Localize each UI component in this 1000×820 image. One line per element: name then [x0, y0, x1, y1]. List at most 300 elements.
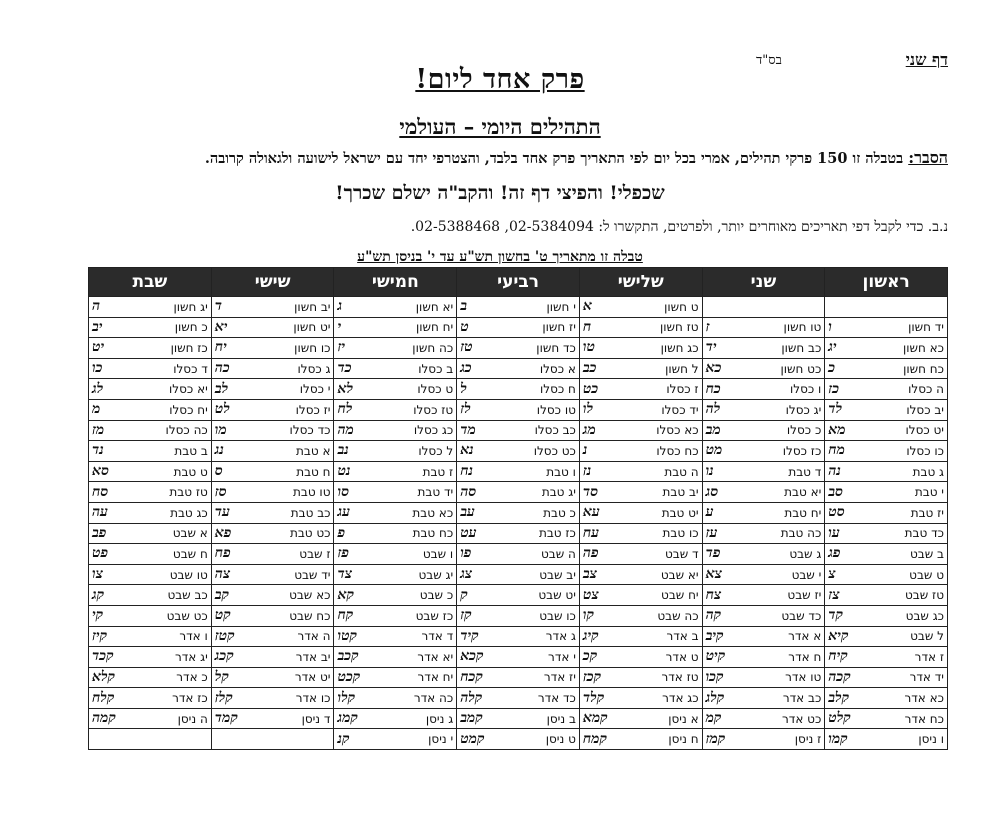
cell-date: יב טבת [662, 485, 699, 500]
calendar-cell [89, 544, 212, 565]
calendar-cell [579, 667, 702, 688]
cell-chapter: קכג [214, 648, 234, 665]
cell-content [460, 669, 576, 686]
cell-chapter: קיג [582, 627, 599, 644]
cell-date: י אדר [548, 649, 576, 664]
cell-chapter: קכא [460, 648, 484, 665]
weekday-header: שני [702, 268, 825, 297]
calendar-cell [825, 358, 948, 379]
calendar-cell [825, 441, 948, 462]
cell-content [460, 566, 576, 583]
calendar-cell [579, 544, 702, 565]
cell-chapter: לב [214, 380, 229, 397]
calendar-cell [89, 358, 212, 379]
calendar-cell [211, 708, 334, 729]
cell-chapter: פז [337, 545, 350, 562]
table-row [89, 379, 948, 400]
cell-content [583, 545, 699, 562]
cell-chapter: קו [582, 607, 594, 624]
calendar-cell [579, 399, 702, 420]
calendar-cell [579, 441, 702, 462]
cell-date: ו ניסן [918, 732, 944, 747]
calendar-cell [825, 317, 948, 338]
calendar-cell [702, 461, 825, 482]
cell-date: יא שבט [660, 567, 699, 582]
cell-date: טו טבת [293, 485, 331, 500]
calendar-cell [702, 399, 825, 420]
cell-date: יא כסלו [169, 382, 208, 397]
cell-date: טו חשון [783, 320, 822, 335]
calendar-cell [211, 338, 334, 359]
cell-content [583, 731, 699, 748]
cell-chapter: כח [705, 380, 721, 397]
calendar-cell [334, 688, 457, 709]
calendar-cell [334, 605, 457, 626]
cell-content [337, 339, 453, 356]
cell-chapter: צ [828, 566, 836, 583]
cell-date: ג ניסן [425, 711, 454, 726]
cell-content [460, 607, 576, 624]
cell-chapter: קכה [828, 668, 851, 685]
cell-content [706, 587, 822, 604]
cell-content [92, 298, 208, 315]
cell-date: כז טבת [538, 526, 576, 541]
cell-chapter: קג [92, 586, 105, 603]
weekday-header: רביעי [457, 268, 580, 297]
cell-chapter: קלט [828, 710, 851, 727]
cell-chapter: ד [214, 298, 223, 315]
cell-date: א שבט [172, 526, 208, 541]
calendar-cell [457, 482, 580, 503]
cell-date: ד אדר [421, 629, 454, 644]
cell-date: יד טבת [417, 485, 454, 500]
calendar-cell [211, 585, 334, 606]
calendar-cell [211, 502, 334, 523]
cell-content [583, 504, 699, 521]
cell-date: כג חשון [660, 340, 699, 355]
cell-date: ט ניסן [545, 732, 576, 747]
explanation [68, 148, 948, 168]
cell-content [215, 710, 331, 727]
cell-chapter: קיד [460, 627, 479, 644]
cell-date: ו כסלו [789, 382, 822, 397]
table-row [89, 667, 948, 688]
calendar-cell [334, 544, 457, 565]
cell-date: ט אדר [665, 649, 699, 664]
cell-date: י שבט [791, 567, 822, 582]
cell-date: יח שבט [661, 588, 699, 603]
cell-chapter: קמג [337, 710, 358, 727]
cell-chapter: פא [214, 524, 232, 541]
cell-chapter: קכח [460, 668, 483, 685]
cell-date: טז כסלו [413, 402, 454, 417]
cell-chapter: כו [92, 360, 103, 377]
cell-content [460, 442, 576, 459]
calendar-cell [89, 461, 212, 482]
cell-chapter: מ [92, 401, 101, 418]
cell-date: יב חשון [294, 299, 331, 314]
calendar-cell [457, 420, 580, 441]
weekday-header: שישי [211, 268, 334, 297]
cell-content [215, 381, 331, 398]
calendar-cell [457, 441, 580, 462]
weekday-header: חמישי [334, 268, 457, 297]
cell-date: ו טבת [546, 464, 576, 479]
cell-chapter: נג [214, 442, 224, 459]
cell-content [460, 463, 576, 480]
cell-date: כא חשון [902, 340, 944, 355]
cell-content [460, 298, 576, 315]
cell-chapter: נה [828, 463, 841, 480]
cell-chapter: טו [582, 339, 595, 356]
cell-chapter: קלג [705, 689, 725, 706]
cell-date: ז ניסן [794, 732, 822, 747]
cell-date: יא טבת [784, 485, 822, 500]
cell-date: כו אדר [295, 691, 331, 706]
calendar-cell [89, 626, 212, 647]
cell-chapter: פב [92, 524, 107, 541]
cell-chapter: נד [92, 442, 104, 459]
calendar-cell [211, 667, 334, 688]
cell-content [337, 463, 453, 480]
cell-content [460, 484, 576, 501]
cell-chapter: כט [582, 380, 599, 397]
cell-date: ד כסלו [173, 361, 208, 376]
cell-chapter: קכ [582, 648, 598, 665]
cell-chapter: צד [337, 566, 353, 583]
cell-date: א ניסן [668, 711, 699, 726]
cell-chapter: קיט [705, 648, 726, 665]
cell-date: ט טבת [173, 464, 208, 479]
cell-date: כו חשון [294, 340, 331, 355]
calendar-cell [211, 461, 334, 482]
cell-chapter: קלז [214, 689, 233, 706]
table-row [89, 358, 948, 379]
cell-content [92, 566, 208, 583]
cell-chapter: קמה [92, 710, 116, 727]
cell-content [706, 339, 822, 356]
calendar-cell [702, 379, 825, 400]
cell-date: ז טבת [422, 464, 454, 479]
cell-date: כז אדר [172, 691, 208, 706]
table-row [89, 502, 948, 523]
cell-chapter: עב [460, 504, 475, 521]
calendar-cell [579, 647, 702, 668]
cell-date: כה שבט [657, 608, 699, 623]
cell-date: כט שבט [166, 608, 208, 623]
cell-content [215, 442, 331, 459]
weekday-header-row [89, 268, 948, 297]
table-caption [0, 249, 1000, 266]
cell-date: ג שבט [789, 546, 822, 561]
calendar-cell [457, 605, 580, 626]
cell-date: כד אדר [537, 691, 576, 706]
calendar-cell [211, 317, 334, 338]
cell-content [828, 504, 944, 521]
weekday-header: שלישי [579, 268, 702, 297]
cell-date: י ניסן [428, 732, 454, 747]
calendar-cell [457, 688, 580, 709]
cell-content [583, 422, 699, 439]
table-row [89, 626, 948, 647]
slogan: שכפלי! והפיצי דף זה! והקב"ה ישלם שכרך! [335, 182, 665, 204]
cell-chapter: קח [337, 607, 354, 624]
cell-chapter: לד [828, 401, 843, 418]
cell-date: יט טבת [661, 505, 699, 520]
calendar-cell [334, 502, 457, 523]
calendar-cell [579, 461, 702, 482]
page-title: פרק אחד ליום! [415, 64, 585, 95]
cell-date: יט שבט [538, 588, 576, 603]
calendar-cell [334, 358, 457, 379]
cell-date: ל שבט [910, 629, 944, 644]
cell-date: כג כסלו [413, 423, 454, 438]
cell-content [215, 504, 331, 521]
cell-content [583, 339, 699, 356]
cell-date: ב כסלו [418, 361, 454, 376]
cell-content [92, 648, 208, 665]
calendar-cell [89, 585, 212, 606]
calendar-cell [89, 667, 212, 688]
cell-date: ח שבט [172, 546, 208, 561]
cell-date: כז שבט [415, 608, 454, 623]
cell-content [828, 648, 944, 665]
table-row [89, 544, 948, 565]
cell-content [706, 710, 822, 727]
cell-content [460, 545, 576, 562]
cell-content [583, 442, 699, 459]
cell-chapter: סב [828, 483, 844, 500]
cell-date: כה כסלו [165, 423, 208, 438]
cell-chapter: לה [705, 401, 721, 418]
cell-date: ז שבט [299, 546, 331, 561]
cell-content [337, 648, 453, 665]
calendar-cell [579, 358, 702, 379]
calendar-cell [825, 461, 948, 482]
calendar-cell [579, 379, 702, 400]
cell-chapter: קמח [582, 730, 607, 747]
calendar-cell [211, 399, 334, 420]
cell-content [828, 360, 944, 377]
cell-chapter: צב [582, 566, 597, 583]
cell-content [583, 628, 699, 645]
cell-date: ח ניסן [668, 732, 699, 747]
cell-content [337, 442, 453, 459]
calendar-cell [825, 297, 948, 318]
cell-chapter: ע [705, 504, 714, 521]
cell-content [583, 690, 699, 707]
cell-chapter: מח [828, 442, 845, 459]
cell-chapter: עה [92, 504, 108, 521]
calendar-cell [457, 708, 580, 729]
cell-date: יב אדר [295, 649, 331, 664]
cell-chapter: נח [460, 463, 474, 480]
cell-content [828, 545, 944, 562]
cell-content [92, 463, 208, 480]
cell-date: כה טבת [780, 526, 822, 541]
cell-date: כח שבט [289, 608, 331, 623]
cell-content [706, 731, 822, 748]
cell-chapter: סא [92, 463, 109, 480]
table-row [89, 708, 948, 729]
table-row [89, 317, 948, 338]
calendar-cell [825, 399, 948, 420]
cell-chapter: סג [705, 483, 719, 500]
table-row [89, 729, 948, 750]
calendar-cell [702, 564, 825, 585]
cell-date: ב ניסן [546, 711, 576, 726]
cell-date: א אדר [788, 629, 822, 644]
cell-date: כח טבת [412, 526, 454, 541]
cell-content [828, 401, 944, 418]
bsd-mark: בס"ד [756, 53, 782, 68]
calendar-cell [211, 564, 334, 585]
cell-date: יג שבט [418, 567, 454, 582]
calendar-cell [579, 605, 702, 626]
calendar-cell [825, 420, 948, 441]
cell-chapter: יג [828, 339, 837, 356]
cell-content [337, 484, 453, 501]
cell-chapter: מו [214, 421, 227, 438]
cell-date: כט אדר [782, 711, 822, 726]
cell-content [828, 690, 944, 707]
calendar-cell [334, 441, 457, 462]
cell-content [92, 545, 208, 562]
cell-content [337, 298, 453, 315]
cell-date: טז שבט [905, 588, 944, 603]
cell-content [215, 319, 331, 336]
cell-chapter: עג [337, 504, 351, 521]
calendar-cell [334, 523, 457, 544]
cell-chapter: עט [460, 524, 477, 541]
calendar-cell [457, 297, 580, 318]
cell-date: כו טבת [662, 526, 699, 541]
cell-content [706, 401, 822, 418]
cell-content [337, 731, 453, 748]
cell-date: כ אדר [176, 670, 208, 685]
cell-chapter: קד [828, 607, 844, 624]
cell-date: יג כסלו [785, 402, 822, 417]
cell-chapter: כד [337, 360, 352, 377]
weekday-header: ראשון [825, 268, 948, 297]
calendar-cell [825, 667, 948, 688]
cell-content [460, 401, 576, 418]
cell-content [583, 298, 699, 315]
cell-chapter: ל [460, 380, 467, 397]
cell-chapter: קל [214, 668, 229, 685]
cell-date: ב שבט [910, 546, 944, 561]
cell-date: יב כסלו [906, 402, 944, 417]
calendar-cell [211, 688, 334, 709]
cell-date: יב שבט [539, 567, 576, 582]
calendar-cell [89, 297, 212, 318]
cell-chapter: פה [582, 545, 599, 562]
calendar-cell [579, 338, 702, 359]
calendar-cell [579, 585, 702, 606]
cell-content [92, 401, 208, 418]
cell-date: יח חשון [415, 320, 454, 335]
cell-chapter: לג [92, 380, 104, 397]
cell-chapter: קמט [460, 730, 485, 747]
cell-chapter: מט [705, 442, 723, 459]
calendar-cell [334, 708, 457, 729]
cell-content [460, 648, 576, 665]
cell-chapter: קיז [92, 627, 108, 644]
calendar-cell [211, 729, 334, 750]
calendar-cell [702, 358, 825, 379]
cell-chapter: עז [705, 524, 718, 541]
cell-date: ז אדר [914, 649, 944, 664]
cell-content [460, 319, 576, 336]
cell-content [92, 442, 208, 459]
calendar-cell [211, 379, 334, 400]
page-label: דף שני [905, 50, 948, 69]
calendar-cell [334, 420, 457, 441]
cell-content [215, 484, 331, 501]
cell-content [583, 566, 699, 583]
cell-date: ט שבט [909, 567, 944, 582]
cell-chapter: קלו [337, 689, 356, 706]
cell-date: ב טבת [174, 443, 208, 458]
cell-date: כ כסלו [786, 423, 822, 438]
cell-content [460, 504, 576, 521]
cell-content [706, 504, 822, 521]
cell-content [337, 669, 453, 686]
cell-date: כה אדר [413, 691, 454, 706]
calendar-cell [89, 420, 212, 441]
cell-date: כט חשון [780, 361, 822, 376]
calendar-cell [457, 399, 580, 420]
cell-date: ז כסלו [666, 382, 699, 397]
cell-date: כא כסלו [656, 423, 699, 438]
calendar-cell [702, 647, 825, 668]
cell-chapter: ו [828, 318, 832, 335]
page-subtitle: התהילים היומי – העולמי [399, 114, 601, 139]
cell-chapter: נ [582, 442, 588, 459]
calendar-cell [89, 441, 212, 462]
cell-date: כב כסלו [534, 423, 576, 438]
cell-chapter: א [582, 298, 592, 315]
table-row [89, 482, 948, 503]
cell-date: יג טבת [541, 485, 576, 500]
cell-chapter: יז [337, 339, 346, 356]
cell-date: יד חשון [908, 320, 944, 335]
cell-date: כב שבט [167, 588, 208, 603]
cell-chapter: צז [828, 586, 840, 603]
cell-content [706, 319, 822, 336]
cell-chapter: קיב [705, 627, 724, 644]
cell-chapter: קכד [92, 648, 114, 665]
table-row [89, 688, 948, 709]
cell-chapter: קלב [828, 689, 850, 706]
cell-date: א כסלו [539, 361, 576, 376]
cell-date: טו כסלו [536, 402, 576, 417]
cell-chapter: סד [582, 483, 599, 500]
cell-chapter: קלה [460, 689, 483, 706]
cell-date: יד כסלו [661, 402, 699, 417]
calendar-cell [211, 544, 334, 565]
table-row [89, 338, 948, 359]
cell-chapter: קלד [582, 689, 605, 706]
cell-content [215, 587, 331, 604]
cell-date: ח טבת [296, 464, 331, 479]
cell-content [583, 710, 699, 727]
cell-content [460, 690, 576, 707]
cell-chapter: יד [705, 339, 717, 356]
cell-date: כא שבט [289, 588, 331, 603]
calendar-cell [457, 667, 580, 688]
calendar-cell [579, 420, 702, 441]
